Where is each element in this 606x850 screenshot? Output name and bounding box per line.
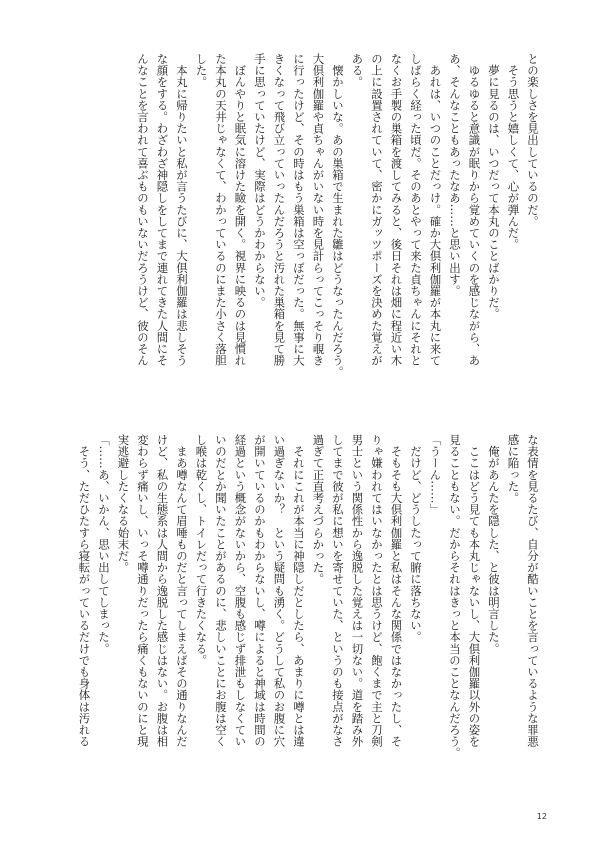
text-line: 「うーん……」 bbox=[428, 434, 443, 516]
text-line: な顔をする。わざわざ神隠しをしてまで連れてきた人間にそ bbox=[155, 53, 170, 367]
text-line: 経過という概念がないから、空腹も感じず排泄もしなくてい bbox=[233, 434, 248, 748]
text-line: し喉は乾くし、トイレだって行きたくなる。 bbox=[194, 434, 209, 666]
text-line: との楽しさを見出しているのだ。 bbox=[526, 53, 540, 227]
text-line: 感に陥った。 bbox=[506, 434, 521, 504]
text-line: あれは、いつのことだっけ。確か大倶利伽羅が本丸に来て bbox=[428, 53, 443, 367]
text-line: の上に設置されていて、密かにガッツポーズを決めた覚えが bbox=[370, 53, 384, 367]
text-line: 変わらず痛いし、いっそ噂通りだったら痛くもないのにと現 bbox=[136, 434, 150, 748]
text-line: た本丸の天井じゃなくて、わかっているのにまた小さく落胆 bbox=[214, 53, 228, 367]
text-line: ゆるゆると意識が眠りから覚めていくのを感じながら、あ bbox=[467, 53, 482, 367]
text-line: なくお手製の巣箱を渡してみると、後日それは畑に程近い木 bbox=[389, 53, 404, 367]
text-line: した。 bbox=[194, 53, 209, 88]
text-line: な表情を見るたび、自分が酷いことを言っているような罪悪 bbox=[526, 434, 540, 748]
text-line: いのだとか聞いたことがあるのに、悲しいことにお腹は空く bbox=[214, 434, 228, 748]
text-line: ある。 bbox=[350, 53, 365, 88]
text-line: ここはどう見ても本丸じゃないし、大倶利伽羅以外の姿を bbox=[467, 434, 482, 748]
text-line: 大倶利伽羅や貞ちゃんがいない時を見計らってこっそり覗き bbox=[311, 53, 326, 367]
text-line: まあ噂なんて眉唾ものだと言ってしまえばその通りなんだ bbox=[175, 434, 189, 748]
text-line: 過ぎて正直考えづらかった。 bbox=[311, 434, 326, 585]
text-line: りゃ嫌われてはいなかったとは思うけど、飽くまで主と刀剣 bbox=[370, 434, 384, 748]
text-line: きくなって飛び立っていったんだろうと汚れた巣箱を見て勝 bbox=[272, 53, 287, 367]
text-line: しばらく経った頃だ。そのあとやって来た貞ちゃんにそれと bbox=[409, 53, 423, 367]
text-line: 「……あ、いかん、思い出してしまった。 bbox=[97, 434, 111, 655]
text-line: 実逃避したくなる始末だ。 bbox=[116, 434, 131, 574]
text-line: 俺があんたを隠した、と彼は明言した。 bbox=[487, 434, 501, 655]
text-line: それにこれが本当に神隠しだとしたら、あまりに噂とは違 bbox=[292, 434, 306, 748]
text-line: あ、そんなこともあったなあ……と思い出す。 bbox=[448, 53, 462, 297]
text-line: してまで彼が私に想いを寄せていた、というのも接点がなさ bbox=[331, 434, 345, 748]
text-block-bottom bbox=[74, 434, 542, 820]
text-line: 見ることもない。だからそれはきっと本当のことなんだろう。 bbox=[448, 434, 462, 759]
text-line: 男士という関係性から逸脱した覚えは一切ない。道を踏み外 bbox=[350, 434, 365, 748]
text-line: 夢に見るのは、いつだって本丸のことばかりだ。 bbox=[487, 53, 501, 320]
text-line: 本丸に帰りたいと私が言うたびに、大倶利伽羅は悲しそう bbox=[175, 53, 189, 367]
page-number: 12 bbox=[536, 812, 547, 821]
text-line: そう、ただひたすら寝転がっているだけでも身体は汚れる bbox=[77, 434, 92, 748]
text-line: だけど、どうしたって腑に落ちない。 bbox=[409, 434, 423, 643]
text-line: い過ぎないか？ という疑問も湧く。どうして私のお腹に穴 bbox=[272, 434, 287, 748]
text-line: んなことを言われて喜ぶものもいないだろうけど、彼のそん bbox=[136, 53, 150, 367]
text-line: ぼんやりと眠気に溶けた瞼を開く。視界に映るのは見慣れ bbox=[233, 53, 248, 367]
text-line: そもそも大倶利伽羅と私はそんな関係ではなかったし、そ bbox=[389, 434, 404, 748]
text-line: が開いているのかもわからないし、噂によると神域は時間の bbox=[253, 434, 267, 748]
text-line: に行ったけど、その時はもう巣箱は空っぽだった。無事に大 bbox=[292, 53, 306, 367]
text-line: 懐かしいな。あの巣箱で生まれた雛はどうなったんだろう。 bbox=[331, 53, 345, 378]
text-line: そう思うと嬉しくて、心が弾んだ。 bbox=[506, 53, 521, 251]
text-line: けど、私の生態系は人間から逸脱した感じはない。お腹は相 bbox=[155, 434, 170, 748]
text-line: 手に思っていたけど、実際はどうかわからない。 bbox=[253, 53, 267, 309]
text-block-top bbox=[133, 53, 543, 413]
